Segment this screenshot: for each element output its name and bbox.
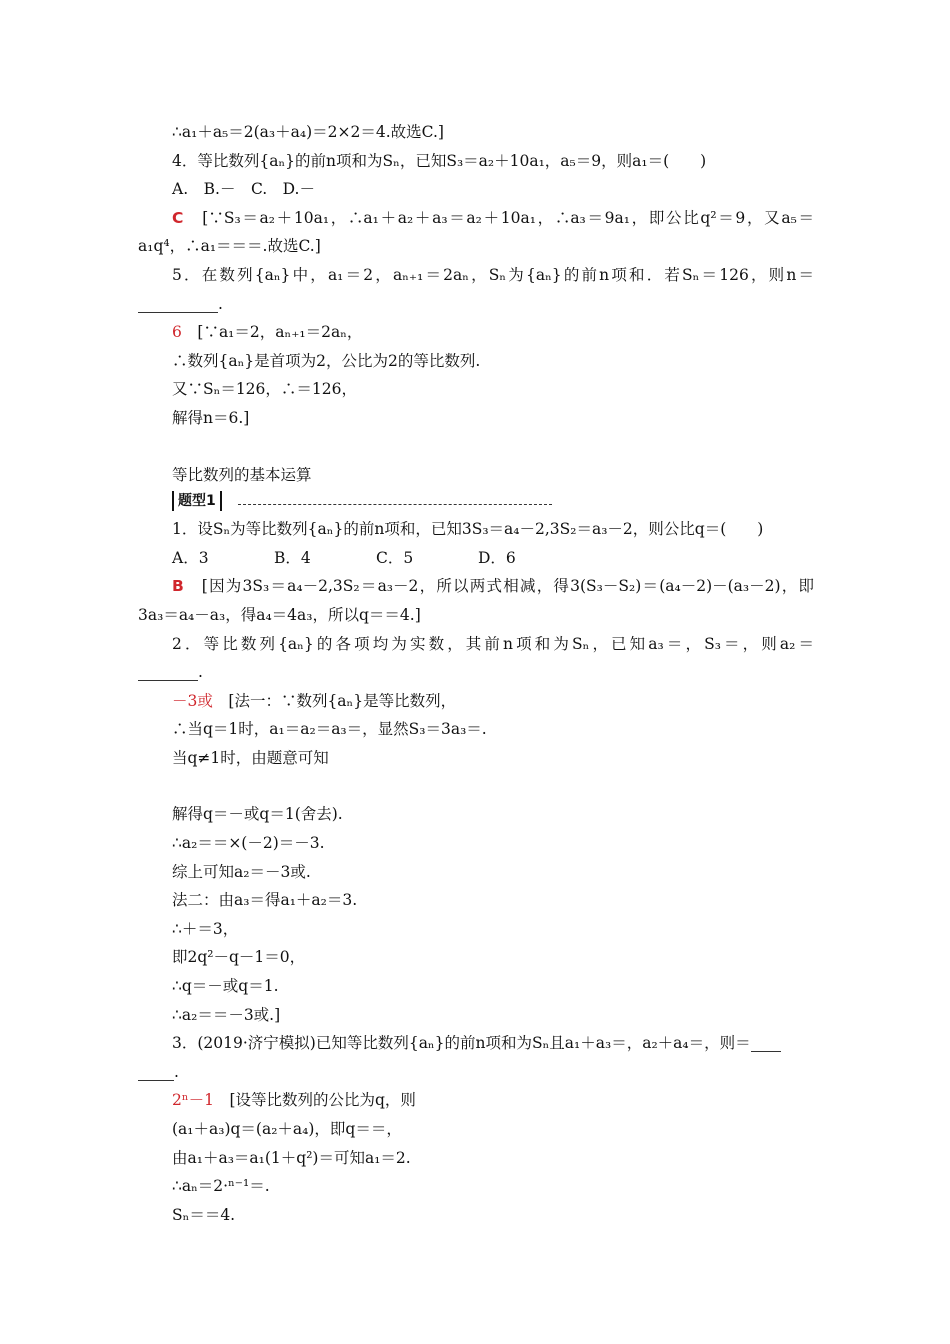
question-5-answer-line: ∴数列{aₙ}是首项为2，公比为2的等比数列. bbox=[172, 351, 481, 370]
answer-letter: C bbox=[172, 208, 184, 227]
section-title: 等比数列的基本运算 bbox=[172, 465, 312, 484]
choice-a: A．3 bbox=[172, 548, 209, 567]
problem-2-answer-line: 综上可知a₂＝－3或. bbox=[172, 862, 311, 881]
answer-letter: B bbox=[172, 577, 184, 596]
problem-3-blank-line bbox=[138, 1058, 814, 1087]
spacer bbox=[138, 772, 814, 800]
text: . bbox=[174, 1062, 179, 1081]
problem-3-answer-line: (a₁＋a₃)q＝(a₂＋a₄)，即q＝＝， bbox=[172, 1120, 402, 1138]
question-5-answer-line: 解得n＝6.] bbox=[172, 408, 250, 427]
problem-2-blank-line bbox=[138, 658, 814, 687]
problem-1-answer-line bbox=[138, 572, 814, 601]
answer-text: [因为3S₃＝a₄－2,3S₂＝a₃－2，所以两式相减，得3(S₃－S₂)＝(a₄－2)－(a₃－2)，即 bbox=[201, 577, 814, 596]
text: . bbox=[198, 663, 203, 682]
problem-2-answer-line: ∴当q＝1时，a₁＝a₂＝a₃＝，显然S₃＝3a₃＝. bbox=[172, 720, 487, 739]
answer-blank bbox=[138, 294, 218, 313]
question-4-answer-line bbox=[138, 204, 814, 233]
problem-2-answer-line: 解得q＝－或q＝1(舍去). bbox=[172, 805, 343, 824]
problem-3-answer-line: Sₙ＝＝4. bbox=[172, 1205, 236, 1224]
answer-blank bbox=[751, 1033, 781, 1052]
answer-text: [∵a₁＝2，aₙ₊₁＝2aₙ， bbox=[197, 323, 363, 342]
problem-2-answer-line: ∴＋＝3， bbox=[172, 919, 239, 938]
question-5-answer-line bbox=[138, 318, 814, 347]
problem-2-answer-line: ∴q＝－或q＝1. bbox=[172, 977, 279, 996]
text: . bbox=[218, 294, 223, 313]
dashed-divider bbox=[238, 504, 552, 505]
problem-1: 1．设Sₙ为等比数列{aₙ}的前n项和，已知3S₃＝a₄－2,3S₂＝a₃－2，则公比q＝( ) bbox=[172, 520, 764, 539]
problem-3-answer-line: 由a₁＋a₃＝a₁(1＋q²)＝可知a₁＝2. bbox=[172, 1148, 411, 1167]
answer-text: [法一：∵数列{aₙ}是等比数列， bbox=[228, 691, 457, 710]
question-4: 4．等比数列{aₙ}的前n项和为Sₙ，已知S₃＝a₂＋10a₁，a₅＝9，则a₁＝( ) bbox=[172, 151, 707, 170]
document-content bbox=[138, 118, 814, 1229]
choice-d: D．6 bbox=[478, 548, 516, 567]
problem-2-answer-line: ∴a₂＝＝×(－2)＝－3. bbox=[172, 834, 325, 853]
question-4-choices: A. B.－ C. D.－ bbox=[172, 180, 315, 199]
choice-b: B．4 bbox=[274, 548, 311, 567]
problem-2-answer-line: 法二：由a₃＝得a₁＋a₂＝3. bbox=[172, 891, 358, 910]
problem-2-answer-line: ∴a₂＝＝－3或.] bbox=[172, 1005, 281, 1024]
answer-blank bbox=[138, 662, 198, 681]
question-5-blank-line bbox=[138, 290, 814, 319]
question-5-answer-line: 又∵Sₙ＝126，∴＝126， bbox=[172, 380, 357, 399]
spacer bbox=[138, 433, 814, 461]
question-5: 5．在数列{aₙ}中，a₁＝2，aₙ₊₁＝2aₙ，Sₙ为{aₙ}的前n项和．若Sₙ＝126，则n＝ bbox=[172, 265, 814, 284]
problem-3 bbox=[138, 1029, 814, 1058]
problem-2-answer-line: 当q≠1时，由题意可知 bbox=[172, 748, 329, 767]
problem-3-answer-line: ∴aₙ＝2·ⁿ⁻¹＝. bbox=[172, 1177, 270, 1196]
problem-2-answer-line bbox=[138, 687, 814, 716]
problem-1-choices bbox=[138, 544, 814, 573]
problem-2: 2．等比数列{aₙ}的各项均为实数，其前n项和为Sₙ，已知a₃＝，S₃＝，则a₂＝ bbox=[172, 634, 814, 653]
text-line: ∴a₁＋a₅＝2(a₃＋a₄)＝2×2＝4.故选C.] bbox=[172, 123, 444, 141]
choice-c: C．5 bbox=[376, 548, 414, 567]
answer-value: 2ⁿ－1 bbox=[172, 1091, 214, 1110]
question-4-answer-line: a₁q⁴，∴a₁＝＝＝.故选C.] bbox=[138, 237, 321, 256]
problem-3-text: 3．(2019·济宁模拟)已知等比数列{aₙ}的前n项和为Sₙ且a₁＋a₃＝，a₂＋a₄＝，则＝ bbox=[172, 1034, 751, 1053]
answer-text: [∵S₃＝a₂＋10a₁，∴a₁＋a₂＋a₃＝a₂＋10a₁，∴a₃＝9a₁，即公比q²＝9，又a₅＝ bbox=[202, 208, 814, 227]
problem-1-answer-line: 3a₃＝a₄－a₃，得a₄＝4a₃，所以q＝＝4.] bbox=[138, 605, 421, 624]
answer-value: 6 bbox=[172, 323, 182, 342]
answer-blank bbox=[138, 1062, 174, 1081]
section-tag: 题型1 bbox=[172, 491, 222, 511]
section-tag-row bbox=[172, 489, 814, 515]
answer-value: －3或 bbox=[172, 691, 213, 710]
answer-text: [设等比数列的公比为q，则 bbox=[229, 1091, 416, 1110]
problem-3-answer-line bbox=[138, 1086, 814, 1115]
problem-2-answer-line: 即2q²－q－1＝0， bbox=[172, 948, 306, 967]
